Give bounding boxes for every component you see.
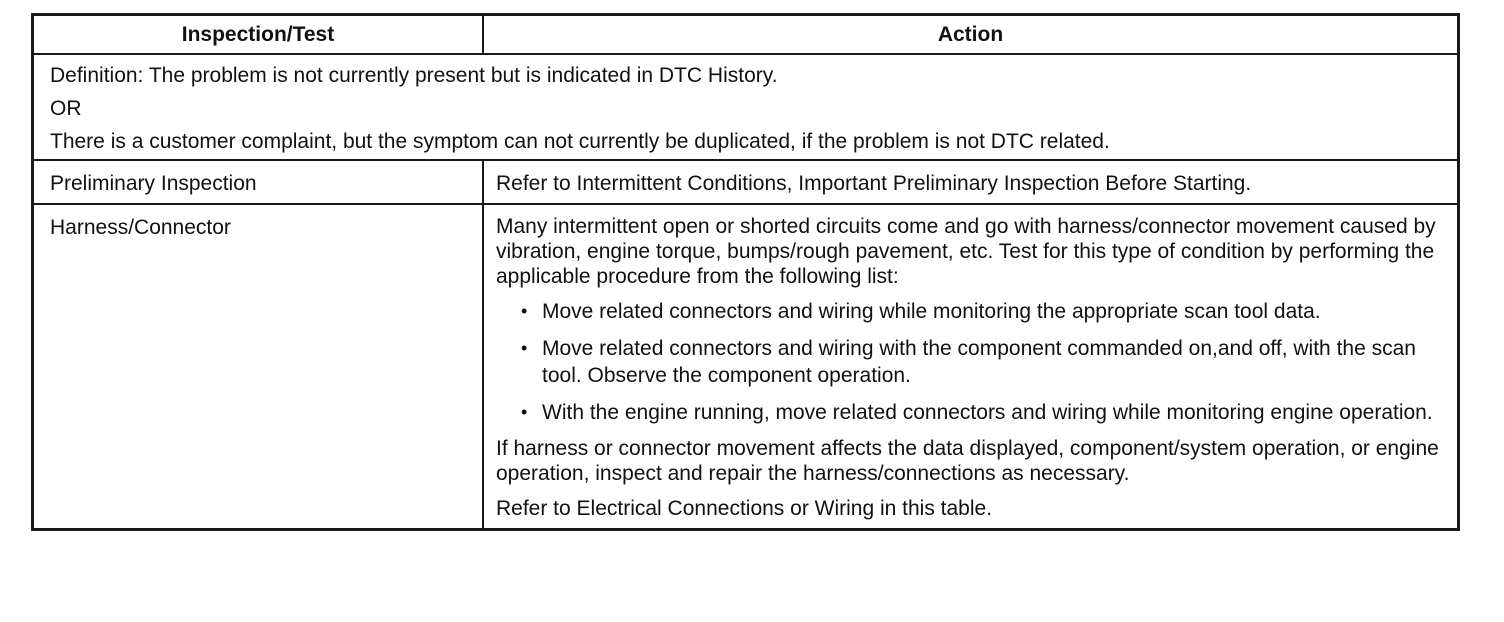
table-row <box>33 160 1459 204</box>
bullet-icon: • <box>521 301 528 321</box>
action-cell: Refer to Intermittent Conditions, Important Preliminary Inspection Before Starting. <box>483 160 1459 204</box>
definition-cell <box>33 54 1459 160</box>
action-cell <box>483 204 1459 530</box>
definition-text: Definition: The problem is not currently present but is indicated in DTC History. <box>50 64 778 87</box>
procedure-list <box>496 298 1443 426</box>
inspection-cell: Harness/Connector <box>33 204 484 530</box>
definition-complaint: There is a customer complaint, but the symptom can not currently be duplicated, if the problem is not DTC related. <box>50 130 1110 153</box>
list-item <box>518 399 1443 426</box>
list-item-text: Move related connectors and wiring with the component commanded on,and off, with the scan tool. Observe the component operation. <box>542 337 1416 387</box>
list-item <box>518 298 1443 325</box>
table-row <box>33 204 1459 530</box>
table-header-row <box>33 15 1459 55</box>
bullet-icon: • <box>521 402 528 422</box>
action-followup: If harness or connector movement affects the data displayed, component/system operation, or engine operation, inspect and repair the harness/connections as necessary. <box>496 437 1439 485</box>
list-item-text: With the engine running, move related connectors and wiring while monitoring engine operation. <box>542 401 1433 424</box>
inspection-cell: Preliminary Inspection <box>33 160 484 204</box>
action-intro: Many intermittent open or shorted circuits come and go with harness/connector movement caused by vibration, engine torque, bumps/rough pavement, etc. Test for this type of condition by performing the applicable procedure from the following list: <box>496 215 1436 288</box>
header-inspection-test: Inspection/Test <box>33 15 484 55</box>
list-item <box>518 335 1443 389</box>
list-item-text: Move related connectors and wiring while monitoring the appropriate scan tool data. <box>542 300 1321 323</box>
definition-or: OR <box>50 97 82 120</box>
action-reference: Refer to Electrical Connections or Wiring in this table. <box>496 497 993 520</box>
header-action: Action <box>483 15 1459 55</box>
bullet-icon: • <box>521 338 528 358</box>
definition-row <box>33 54 1459 160</box>
inspection-table <box>31 13 1460 531</box>
